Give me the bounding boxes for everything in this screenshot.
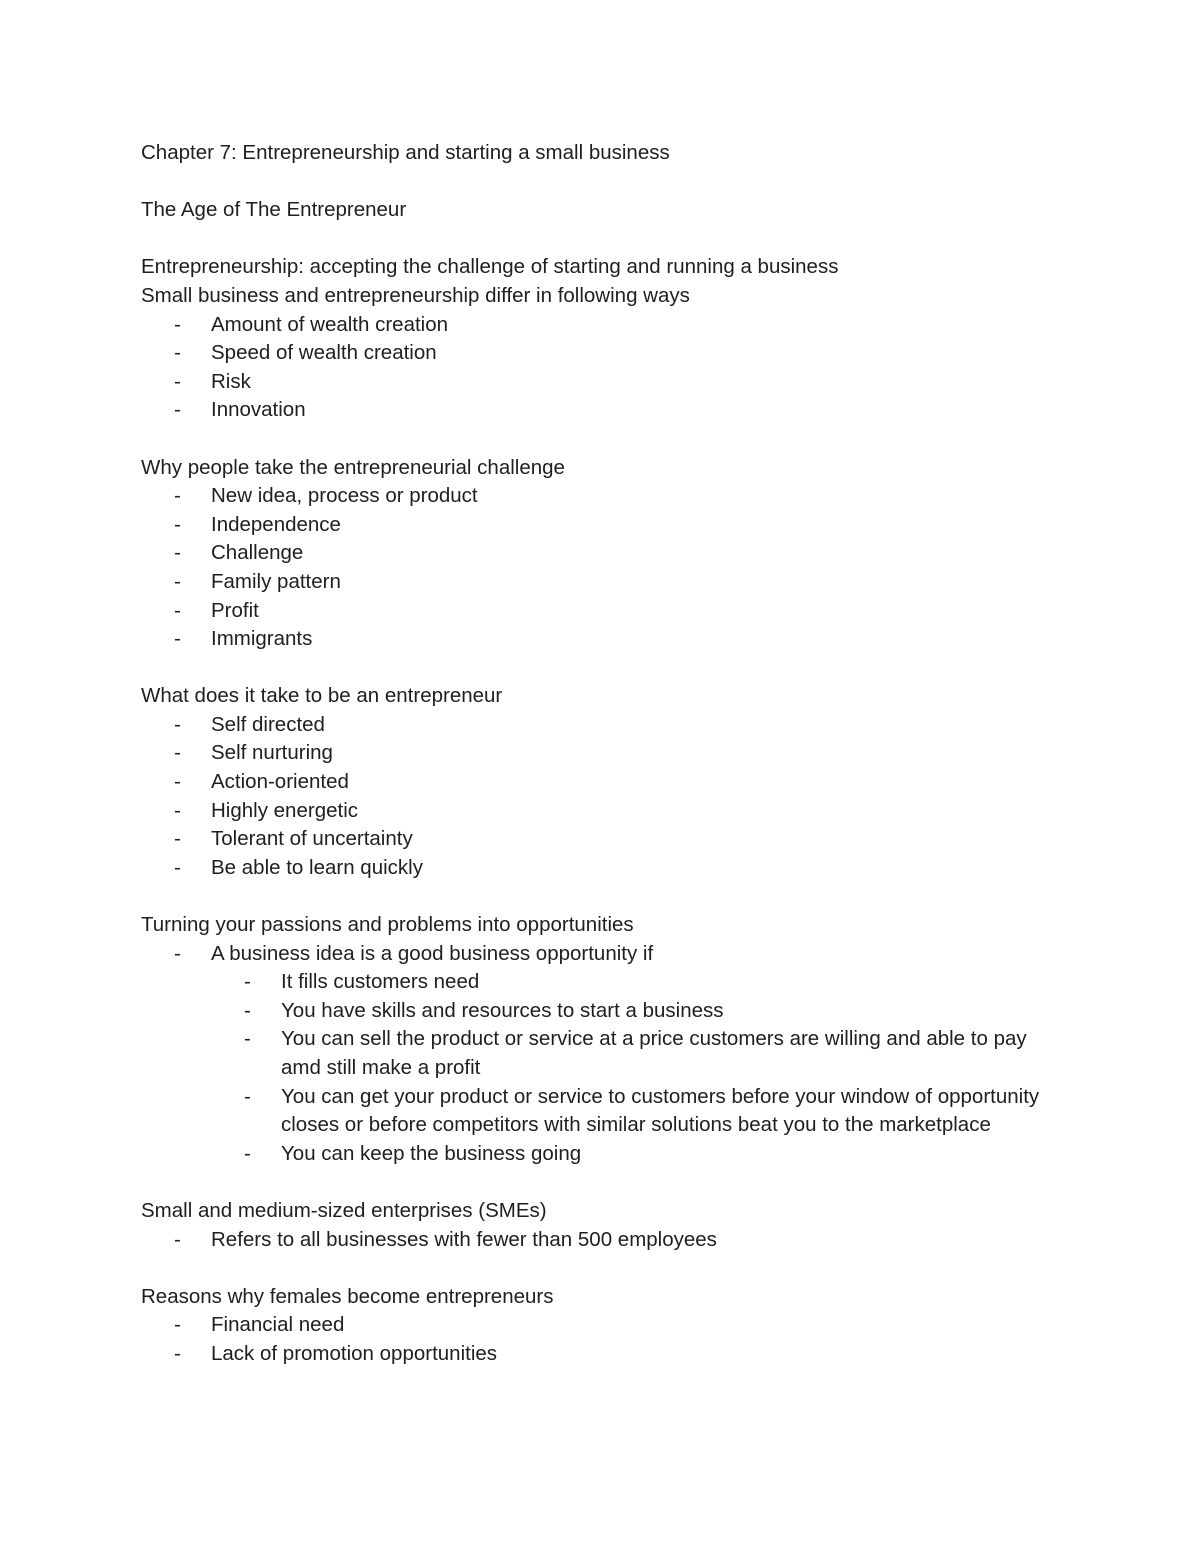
bullet-dash: -	[174, 598, 181, 622]
list-item: - Tolerant of uncertainty	[141, 825, 1061, 854]
bullet-dash: -	[174, 484, 181, 508]
passions-sublist	[211, 968, 1061, 1168]
list-item: - Risk	[141, 368, 1061, 397]
list-item: - Refers to all businesses with fewer than 500 employees	[141, 1226, 1061, 1255]
differ-list	[141, 311, 1061, 425]
bullet-dash: -	[174, 741, 181, 765]
bullet-dash: -	[174, 1341, 181, 1365]
bullet-dash: -	[244, 1027, 251, 1051]
document-page	[141, 139, 1061, 1369]
bullet-dash: -	[174, 627, 181, 651]
bullet-dash: -	[174, 941, 181, 965]
list-item: - Independence	[141, 511, 1061, 540]
list-item: - Innovation	[141, 396, 1061, 425]
take-heading: What does it take to be an entrepreneur	[141, 684, 503, 708]
bullet-dash: -	[174, 798, 181, 822]
bullet-dash: -	[174, 1227, 181, 1251]
definition-text: Entrepreneurship: accepting the challenge of starting and running a business	[141, 255, 839, 279]
list-item: - A business idea is a good business opportunity if - It fills customers need - You have skills and resources to start a business - You can sell the product or service at a price customers are willing and able to pay amd still make a profit - You can get your product or service to customers before your window of opportunity closes or before competitors with similar solutions beat you to the marketplace - You can keep the business going	[141, 940, 1061, 1169]
list-item: - Self directed	[141, 711, 1061, 740]
sub-list-item: - It fills customers need	[211, 968, 1061, 997]
sub-list-item: - You can sell the product or service at a price customers are willing and able to pay amd still make a profit	[244, 1027, 1027, 1079]
bullet-dash: -	[174, 312, 181, 336]
sme-heading: Small and medium-sized enterprises (SMEs)	[141, 1198, 547, 1222]
bullet-dash: -	[174, 398, 181, 422]
sub-list-item: - You can get your product or service to customers before your window of opportunity closes or before competitors with similar solutions beat you to the marketplace	[244, 1084, 1040, 1137]
bullet-dash: -	[174, 770, 181, 794]
bullet-dash: -	[174, 512, 181, 536]
list-item: - New idea, process or product	[141, 482, 1061, 511]
bullet-dash: -	[244, 998, 251, 1022]
bullet-dash: -	[174, 541, 181, 565]
bullet-dash: -	[174, 1313, 181, 1337]
section-heading: The Age of The Entrepreneur	[141, 198, 407, 222]
list-item: - Financial need	[141, 1311, 1061, 1340]
list-item: - Speed of wealth creation	[141, 339, 1061, 368]
list-item: - Highly energetic	[141, 797, 1061, 826]
why-heading: Why people take the entrepreneurial challenge	[141, 455, 565, 479]
list-item: - Challenge	[141, 539, 1061, 568]
list-item: - Immigrants	[141, 625, 1061, 654]
bullet-dash: -	[174, 341, 181, 365]
bullet-dash: -	[174, 855, 181, 879]
why-list	[141, 482, 1061, 654]
bullet-dash: -	[244, 1084, 251, 1108]
bullet-dash: -	[174, 569, 181, 593]
sub-list-item: - You can keep the business going	[211, 1140, 1061, 1169]
list-item: - Amount of wealth creation	[141, 311, 1061, 340]
list-item: - Family pattern	[141, 568, 1061, 597]
bullet-dash: -	[174, 712, 181, 736]
list-item: - Lack of promotion opportunities	[141, 1340, 1061, 1369]
list-item: - Profit	[141, 597, 1061, 626]
list-item: - Be able to learn quickly	[141, 854, 1061, 883]
passions-list	[141, 940, 1061, 1169]
list-item: - Self nurturing	[141, 739, 1061, 768]
bullet-dash: -	[174, 369, 181, 393]
take-list	[141, 711, 1061, 883]
list-item: - Action-oriented	[141, 768, 1061, 797]
sub-list-item: - You have skills and resources to start a business	[211, 997, 1061, 1026]
females-heading: Reasons why females become entrepreneurs	[141, 1284, 554, 1308]
bullet-dash: -	[244, 1141, 251, 1165]
bullet-dash: -	[244, 970, 251, 994]
differ-heading: Small business and entrepreneurship differ in following ways	[141, 283, 690, 307]
females-list	[141, 1311, 1061, 1368]
chapter-title: Chapter 7: Entrepreneurship and starting a small business	[141, 141, 670, 164]
sme-list	[141, 1226, 1061, 1255]
bullet-dash: -	[174, 827, 181, 851]
passions-heading: Turning your passions and problems into opportunities	[141, 913, 634, 937]
